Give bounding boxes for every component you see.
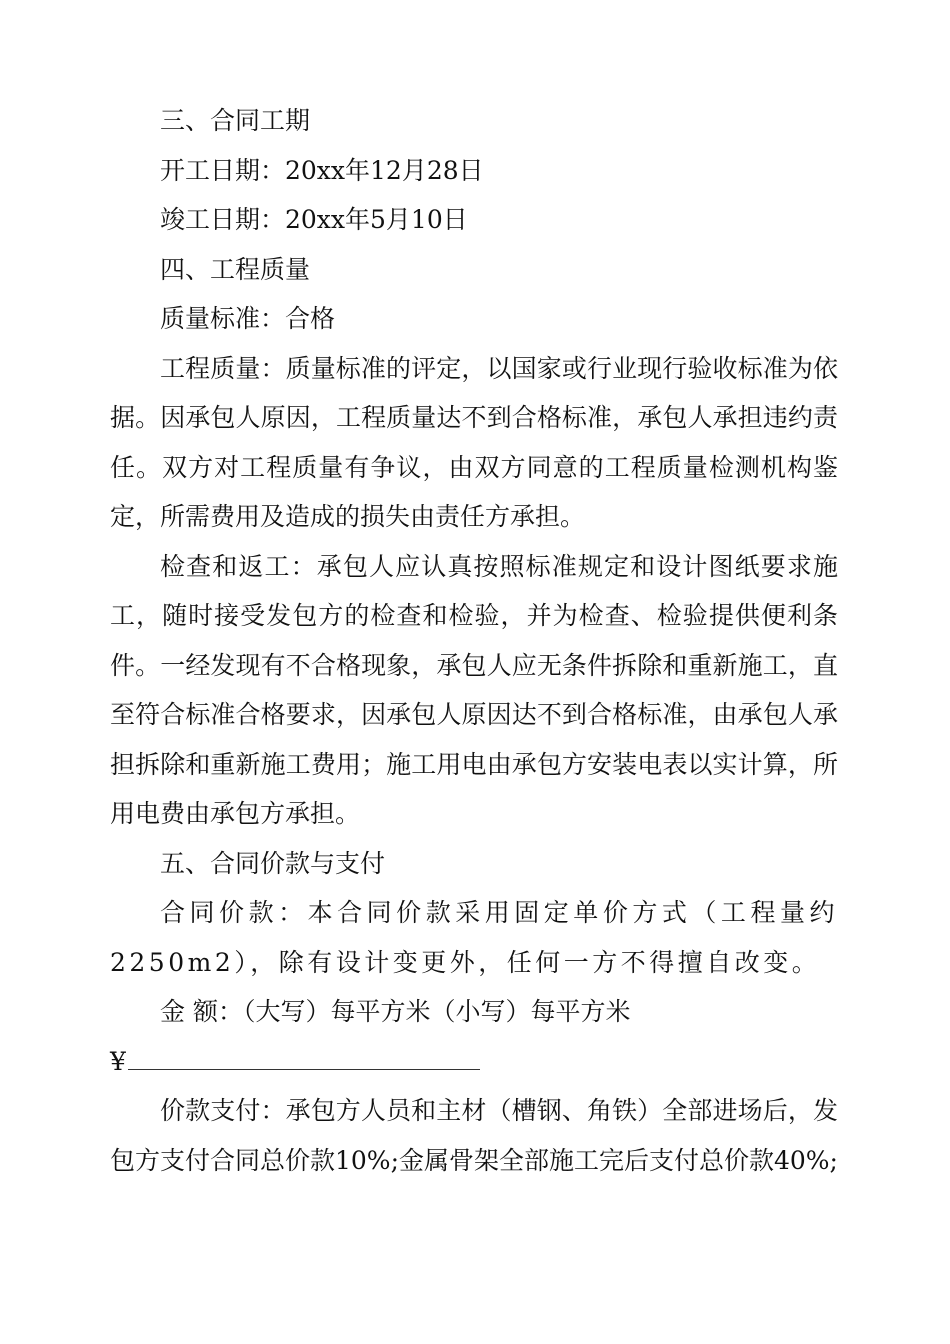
amount-blank-underline bbox=[128, 1047, 480, 1070]
section-3-title: 三、合同工期 bbox=[160, 106, 311, 135]
completion-date: 竣工日期：20xx年5月10日 bbox=[160, 205, 468, 234]
payment-paragraph: 价款支付：承包方人员和主材（槽钢、角铁）全部进场后，发包方支付合同总价款10%;金属骨架全部施工完后支付总价款40%; bbox=[110, 1096, 838, 1175]
quality-paragraph: 工程质量：质量标准的评定，以国家或行业现行验收标准为依据。因承包人原因，工程质量达不到合格标准，承包人承担违约责任。双方对工程质量有争议，由双方同意的工程质量检测机构鉴定，所需费用及造成的损失由责任方承担。 bbox=[110, 353, 838, 531]
yen-symbol: ¥ bbox=[110, 1046, 126, 1076]
contract-price-paragraph: 合同价款：本合同价款采用固定单价方式（工程量约2250m2），除有设计变更外，任何一方不得擅自改变。 bbox=[110, 898, 838, 977]
start-date: 开工日期：20xx年12月28日 bbox=[160, 155, 484, 185]
yen-amount-line bbox=[110, 1037, 838, 1087]
amount-line: 金 额：（大写）每平方米（小写）每平方米 bbox=[160, 997, 631, 1026]
section-4-title: 四、工程质量 bbox=[160, 254, 311, 284]
section-5-title: 五、合同价款与支付 bbox=[160, 848, 386, 878]
inspection-paragraph: 检查和返工：承包人应认真按照标准规定和设计图纸要求施工，随时接受发包方的检查和检验，并为检查、检验提供便利条件。一经发现有不合格现象，承包人应无条件拆除和重新施工，直至符合标准合格要求，因承包人原因达不到合格标准，由承包人承担拆除和重新施工费用；施工用电由承包方安装电表以实计算，所用电费由承包方承担。 bbox=[110, 551, 838, 828]
document-page bbox=[110, 96, 838, 1185]
quality-standard: 质量标准：合格 bbox=[160, 304, 336, 333]
